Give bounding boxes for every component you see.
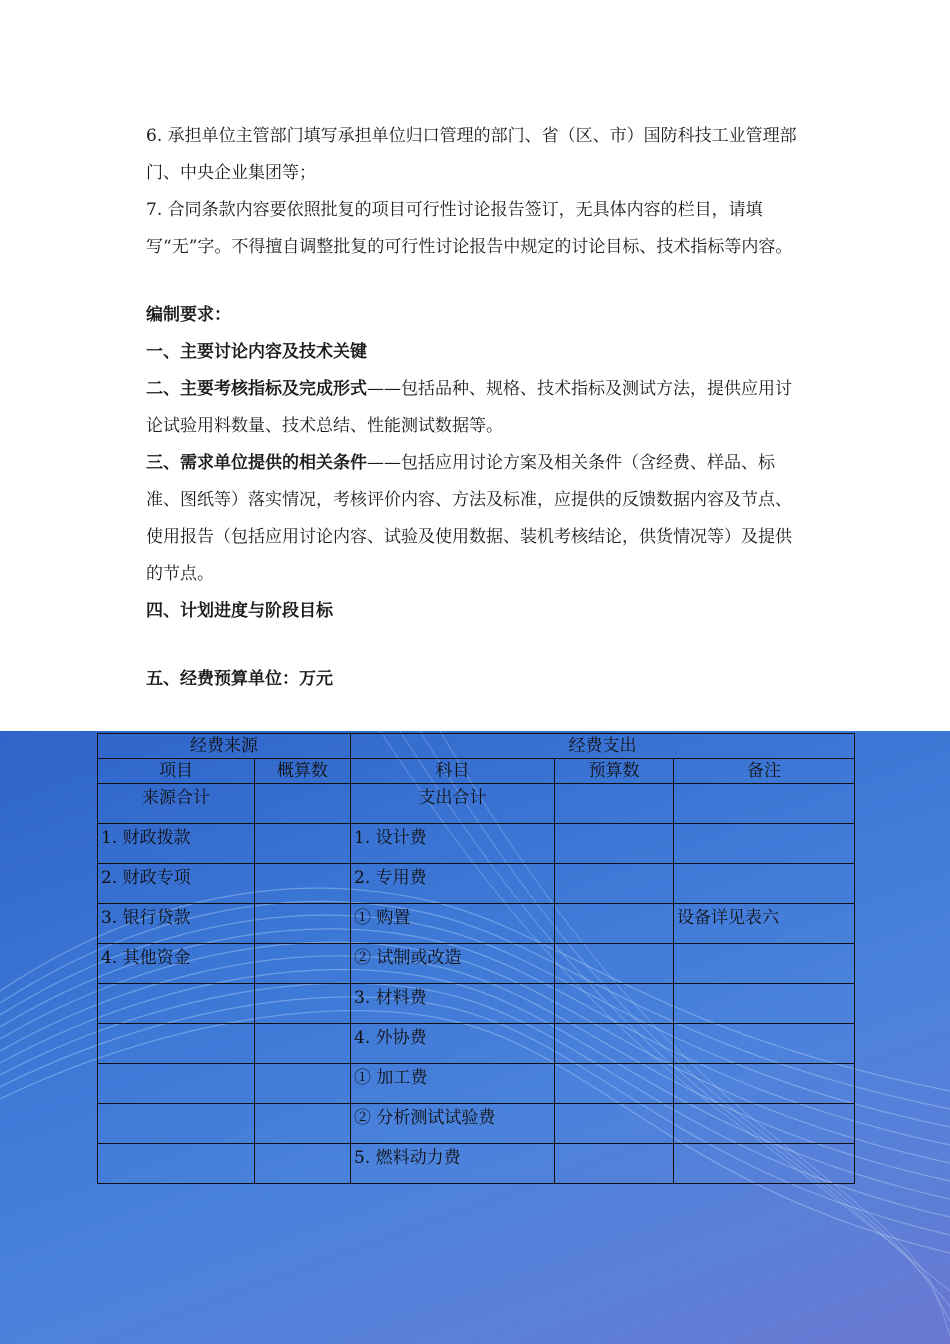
- cell-budget[interactable]: [555, 1144, 674, 1184]
- section-3-text: ——包括应用讨论方案及相关条件（含经费、样品、标准、图纸等）落实情况，考核评价内容、方法及标准，应提供的反馈数据内容及节点、使用报告（包括应用讨论内容、试验及使用数据、装机考核结论，供货情况等）及提供的节点。: [146, 453, 792, 584]
- table-row: [98, 1144, 855, 1184]
- requirements-heading: 编制要求：: [146, 305, 231, 325]
- table-header-row: [98, 734, 855, 759]
- cell-estimate[interactable]: [255, 824, 351, 864]
- cell-estimate[interactable]: [255, 1144, 351, 1184]
- cell-subject: ② 分析测试试验费: [351, 1104, 555, 1144]
- cell-budget[interactable]: [555, 1064, 674, 1104]
- section-3-title: 三、需求单位提供的相关条件: [146, 453, 367, 473]
- cell-item: 3. 银行贷款: [98, 904, 255, 944]
- note-7: 7. 合同条款内容要依照批复的项目可行性讨论报告签订，无具体内容的栏目，请填写“无”字。不得擅自调整批复的可行性讨论报告中规定的讨论目标、技术指标等内容。: [146, 200, 793, 257]
- cell-subject: ② 试制或改造: [351, 944, 555, 984]
- cell-budget[interactable]: [555, 824, 674, 864]
- cell-estimate[interactable]: [255, 984, 351, 1024]
- cell-subject: ① 加工费: [351, 1064, 555, 1104]
- section-2-text: ——包括品种、规格、技术指标及测试方法，提供应用讨论试验用料数量、技术总结、性能测试数据等。: [146, 379, 792, 436]
- budget-table: [97, 733, 855, 1184]
- col-subject-header: 科目: [351, 759, 555, 784]
- section-4: 四、计划进度与阶段目标: [146, 601, 333, 621]
- table-row: [98, 904, 855, 944]
- expense-header: 经费支出: [351, 734, 855, 759]
- col-remark-header: 备注: [674, 759, 855, 784]
- cell-item: 1. 财政拨款: [98, 824, 255, 864]
- cell-estimate[interactable]: [255, 944, 351, 984]
- section-2: [146, 371, 806, 445]
- cell-budget[interactable]: [555, 944, 674, 984]
- cell-remark[interactable]: [674, 784, 855, 824]
- col-estimate-header: 概算数: [255, 759, 351, 784]
- table-row: [98, 784, 855, 824]
- cell-subject: 2. 专用费: [351, 864, 555, 904]
- cell-remark[interactable]: [674, 864, 855, 904]
- cell-remark[interactable]: 设备详见表六: [674, 904, 855, 944]
- table-subheader-row: [98, 759, 855, 784]
- table-row: [98, 864, 855, 904]
- table-row: [98, 984, 855, 1024]
- cell-estimate[interactable]: [255, 1024, 351, 1064]
- table-row: [98, 1104, 855, 1144]
- cell-estimate[interactable]: [255, 904, 351, 944]
- cell-budget[interactable]: [555, 904, 674, 944]
- cell-item: 4. 其他资金: [98, 944, 255, 984]
- cell-budget[interactable]: [555, 864, 674, 904]
- cell-estimate[interactable]: [255, 864, 351, 904]
- cell-remark[interactable]: [674, 1104, 855, 1144]
- cell-remark[interactable]: [674, 1144, 855, 1184]
- table-row: [98, 1024, 855, 1064]
- section-2-title: 二、主要考核指标及完成形式: [146, 379, 367, 399]
- note-6: 6. 承担单位主管部门填写承担单位归口管理的部门、省（区、市）国防科技工业管理部门、中央企业集团等；: [146, 126, 797, 183]
- cell-item: [98, 1144, 255, 1184]
- cell-item: 来源合计: [98, 784, 255, 824]
- table-row: [98, 824, 855, 864]
- cell-subject: ① 购置: [351, 904, 555, 944]
- cell-subject: 3. 材料费: [351, 984, 555, 1024]
- cell-remark[interactable]: [674, 824, 855, 864]
- cell-subject: 支出合计: [351, 784, 555, 824]
- cell-budget[interactable]: [555, 1024, 674, 1064]
- cell-remark[interactable]: [674, 984, 855, 1024]
- cell-estimate[interactable]: [255, 1104, 351, 1144]
- cell-item: [98, 1104, 255, 1144]
- cell-subject: 1. 设计费: [351, 824, 555, 864]
- document-body: [146, 118, 806, 698]
- cell-item: [98, 1064, 255, 1104]
- cell-item: 2. 财政专项: [98, 864, 255, 904]
- cell-subject: 4. 外协费: [351, 1024, 555, 1064]
- cell-budget[interactable]: [555, 1104, 674, 1144]
- cell-estimate[interactable]: [255, 1064, 351, 1104]
- table-row: [98, 944, 855, 984]
- section-5: 五、经费预算单位：万元: [146, 669, 333, 689]
- cell-subject: 5. 燃料动力费: [351, 1144, 555, 1184]
- cell-item: [98, 1024, 255, 1064]
- cell-budget[interactable]: [555, 984, 674, 1024]
- cell-item: [98, 984, 255, 1024]
- col-budget-header: 预算数: [555, 759, 674, 784]
- table-row: [98, 1064, 855, 1104]
- source-header: 经费来源: [98, 734, 351, 759]
- section-3: [146, 445, 806, 593]
- section-1: 一、主要讨论内容及技术关键: [146, 342, 367, 362]
- cell-remark[interactable]: [674, 944, 855, 984]
- cell-remark[interactable]: [674, 1024, 855, 1064]
- cell-estimate[interactable]: [255, 784, 351, 824]
- cell-remark[interactable]: [674, 1064, 855, 1104]
- cell-budget[interactable]: [555, 784, 674, 824]
- col-item-header: 项目: [98, 759, 255, 784]
